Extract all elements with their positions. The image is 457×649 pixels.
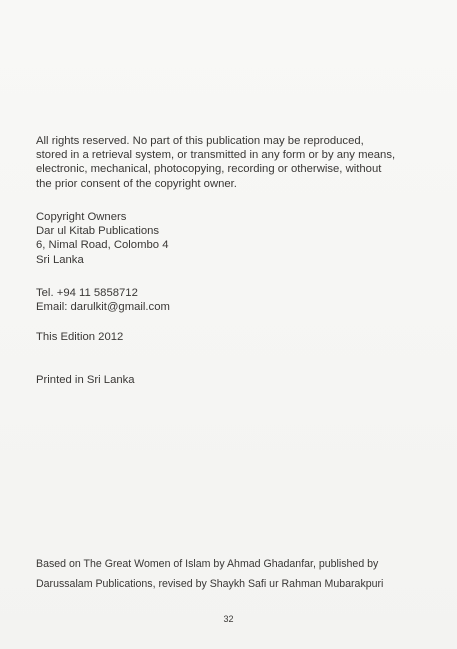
- rights-line: the prior consent of the copyright owner.: [36, 177, 237, 190]
- page-number: 32: [223, 614, 234, 624]
- printed-text: Printed in Sri Lanka: [36, 374, 135, 386]
- rights-line: electronic, mechanical, photocopying, recording or otherwise, without: [36, 163, 382, 176]
- source-credit: [36, 554, 436, 594]
- email: Email: darulkit@gmail.com: [36, 301, 170, 314]
- contact-info: [36, 286, 426, 314]
- printed-note: [36, 373, 426, 387]
- credit-line: Darussalam Publications, revised by Shaykh Safi ur Rahman Mubarakpuri: [36, 578, 384, 590]
- rights-line: stored in a retrieval system, or transmitted in any form or by any means,: [36, 149, 396, 162]
- edition-note: [36, 330, 426, 344]
- publisher-name: Dar ul Kitab Publications: [36, 225, 160, 238]
- rights-line: All rights reserved. No part of this publication may be reproduced,: [36, 135, 364, 147]
- copyright-owners: [36, 210, 426, 267]
- credit-line: Based on The Great Women of Islam by Ahmad Ghadanfar, published by: [36, 558, 379, 570]
- publisher-country: Sri Lanka: [36, 253, 84, 266]
- owners-heading: Copyright Owners: [36, 211, 127, 223]
- publisher-street: 6, Nimal Road, Colombo 4: [36, 239, 169, 252]
- telephone: Tel. +94 11 5858712: [36, 287, 138, 299]
- rights-notice: [36, 134, 426, 191]
- edition-text: This Edition 2012: [36, 331, 124, 343]
